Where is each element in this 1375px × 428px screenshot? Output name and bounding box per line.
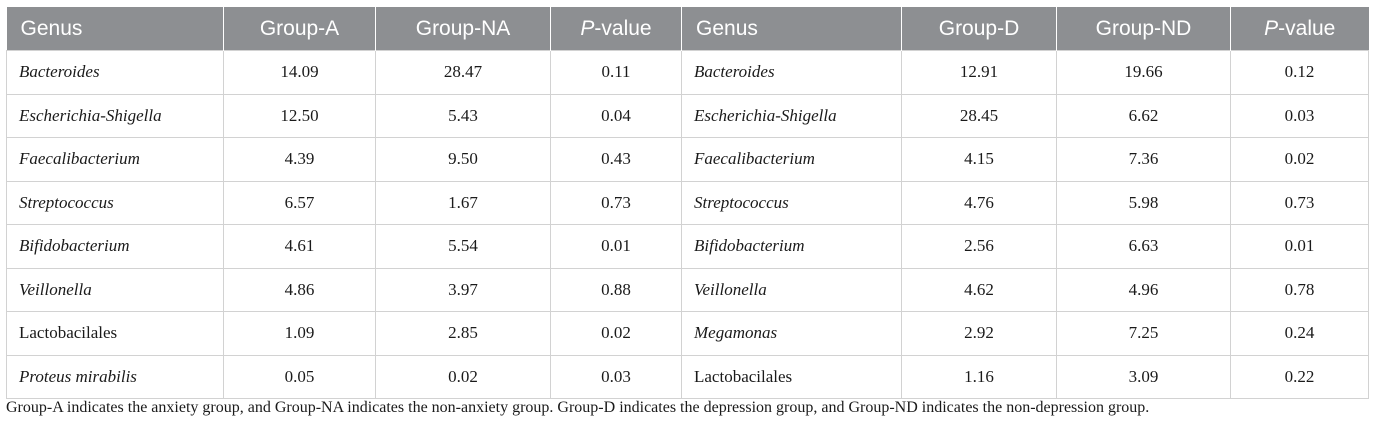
cell-p-value-right: 0.02	[1231, 138, 1369, 182]
table-row	[7, 51, 1369, 95]
cell-genus-right: Megamonas	[682, 312, 902, 356]
cell-group-a: 4.39	[224, 138, 376, 182]
cell-genus-left: Bifidobacterium	[7, 225, 224, 269]
cell-group-d: 2.56	[902, 225, 1057, 269]
cell-p-value-right: 0.03	[1231, 94, 1369, 138]
header-p-value-left	[551, 7, 682, 51]
header-genus-right: Genus	[682, 7, 902, 51]
cell-group-d: 1.16	[902, 355, 1057, 399]
cell-p-value-right: 0.24	[1231, 312, 1369, 356]
cell-group-a: 12.50	[224, 94, 376, 138]
cell-group-na: 5.54	[376, 225, 551, 269]
cell-group-d: 4.62	[902, 268, 1057, 312]
cell-group-nd: 19.66	[1057, 51, 1231, 95]
table-row	[7, 268, 1369, 312]
table-row	[7, 355, 1369, 399]
cell-genus-left: Streptococcus	[7, 181, 224, 225]
cell-genus-left: Veillonella	[7, 268, 224, 312]
cell-group-nd: 6.63	[1057, 225, 1231, 269]
cell-genus-right: Lactobacilales	[682, 355, 902, 399]
cell-genus-left: Faecalibacterium	[7, 138, 224, 182]
cell-p-value-right: 0.01	[1231, 225, 1369, 269]
cell-genus-right: Streptococcus	[682, 181, 902, 225]
cell-group-na: 2.85	[376, 312, 551, 356]
cell-group-na: 9.50	[376, 138, 551, 182]
cell-p-value-left: 0.73	[551, 181, 682, 225]
cell-genus-right: Escherichia-Shigella	[682, 94, 902, 138]
cell-group-nd: 4.96	[1057, 268, 1231, 312]
cell-p-value-left: 0.02	[551, 312, 682, 356]
cell-group-na: 0.02	[376, 355, 551, 399]
table-row	[7, 181, 1369, 225]
cell-genus-left: Proteus mirabilis	[7, 355, 224, 399]
cell-genus-right: Bifidobacterium	[682, 225, 902, 269]
table-row	[7, 225, 1369, 269]
cell-group-nd: 7.25	[1057, 312, 1231, 356]
genus-comparison-table	[6, 7, 1369, 399]
cell-p-value-left: 0.11	[551, 51, 682, 95]
cell-p-value-left: 0.01	[551, 225, 682, 269]
header-p-value-right	[1231, 7, 1369, 51]
cell-group-a: 4.86	[224, 268, 376, 312]
table-body	[7, 51, 1369, 399]
table-footnote: Group-A indicates the anxiety group, and Group-NA indicates the non-anxiety group. Group-D indicates the depression group, and Group-ND indicates the non-depression group.	[6, 399, 1150, 416]
cell-p-value-right: 0.22	[1231, 355, 1369, 399]
cell-p-value-right: 0.12	[1231, 51, 1369, 95]
header-genus-left: Genus	[7, 7, 224, 51]
cell-group-a: 6.57	[224, 181, 376, 225]
cell-group-nd: 6.62	[1057, 94, 1231, 138]
cell-group-d: 4.76	[902, 181, 1057, 225]
cell-genus-left: Bacteroides	[7, 51, 224, 95]
cell-group-nd: 3.09	[1057, 355, 1231, 399]
header-p-letter: P	[1264, 16, 1279, 40]
cell-group-d: 4.15	[902, 138, 1057, 182]
cell-group-na: 3.97	[376, 268, 551, 312]
cell-p-value-right: 0.78	[1231, 268, 1369, 312]
header-group-na: Group-NA	[376, 7, 551, 51]
cell-group-na: 1.67	[376, 181, 551, 225]
table-row	[7, 312, 1369, 356]
header-p-suffix: -value	[594, 16, 652, 40]
cell-genus-left: Escherichia-Shigella	[7, 94, 224, 138]
cell-group-d: 28.45	[902, 94, 1057, 138]
header-group-a: Group-A	[224, 7, 376, 51]
cell-group-d: 12.91	[902, 51, 1057, 95]
header-row	[7, 7, 1369, 51]
cell-group-a: 0.05	[224, 355, 376, 399]
cell-group-na: 28.47	[376, 51, 551, 95]
cell-group-a: 4.61	[224, 225, 376, 269]
cell-p-value-left: 0.88	[551, 268, 682, 312]
header-p-suffix: -value	[1278, 16, 1336, 40]
header-group-d: Group-D	[902, 7, 1057, 51]
cell-genus-right: Bacteroides	[682, 51, 902, 95]
table-row	[7, 94, 1369, 138]
header-group-nd: Group-ND	[1057, 7, 1231, 51]
cell-p-value-right: 0.73	[1231, 181, 1369, 225]
cell-group-d: 2.92	[902, 312, 1057, 356]
cell-p-value-left: 0.43	[551, 138, 682, 182]
cell-genus-left: Lactobacilales	[7, 312, 224, 356]
table-row	[7, 138, 1369, 182]
cell-group-nd: 5.98	[1057, 181, 1231, 225]
cell-group-a: 1.09	[224, 312, 376, 356]
cell-p-value-left: 0.03	[551, 355, 682, 399]
cell-genus-right: Faecalibacterium	[682, 138, 902, 182]
cell-group-nd: 7.36	[1057, 138, 1231, 182]
cell-group-na: 5.43	[376, 94, 551, 138]
cell-p-value-left: 0.04	[551, 94, 682, 138]
cell-group-a: 14.09	[224, 51, 376, 95]
cell-genus-right: Veillonella	[682, 268, 902, 312]
header-p-letter: P	[580, 16, 595, 40]
